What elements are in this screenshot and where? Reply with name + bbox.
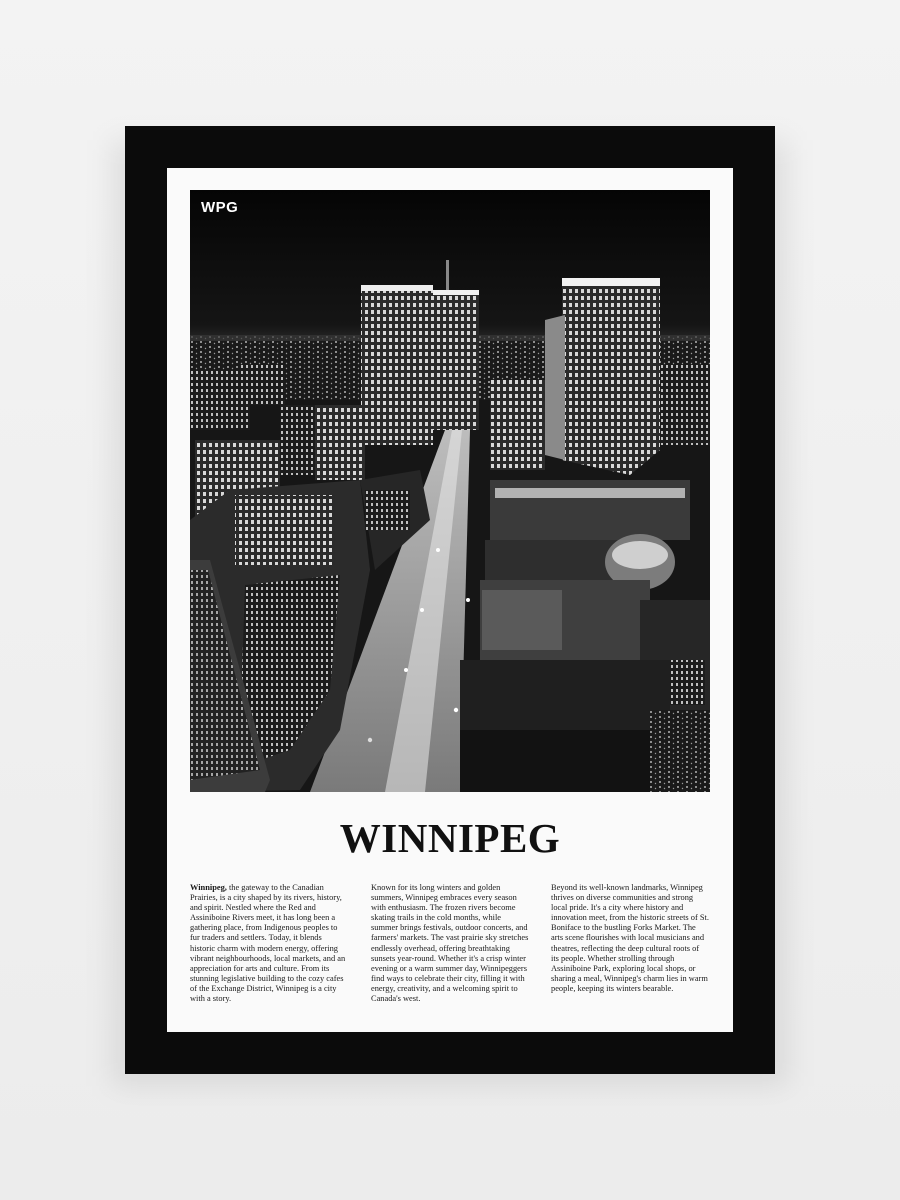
column-lead-word: Winnipeg, — [190, 883, 227, 892]
text-column-1 — [190, 883, 348, 1004]
column-1-text: the gateway to the Canadian Prairies, is a city shaped by its rivers, history, and spirit. Nestled where the Red and Assiniboine Rivers meet, it has long been a gathering place, from Indigenous peoples to fur traders and settlers. Today, it blends historic charm with modern energy, offering vibrant neighbourhoods, local markets, and an appreciation for arts and culture. From its stunning legislative building to the cozy cafes of the Exchange District, Winnipeg is a city with a story. — [190, 883, 346, 1004]
city-code-label: WPG — [201, 199, 239, 216]
text-column-2: Known for its long winters and golden summers, Winnipeg embraces every season with enthusiasm. The frozen rivers become skating trails in the cold months, while summer brings festivals, outdoor concerts, and farmers' markets. The vast prairie sky stretches endlessly overhead, offering breathtaking sunsets year-round. Whether it's a crisp winter evening or a warm summer day, Winnipeggers find ways to celebrate their city, filling it with energy, creativity, and a welcoming spirit to Canada's west. — [371, 883, 529, 1004]
poster-title: WINNIPEG — [339, 815, 561, 861]
text-column-3: Beyond its well-known landmarks, Winnipeg thrives on diverse communities and strong local pride. It's a city where history and innovation meet, from the historic streets of St. Boniface to the bustling Forks Market. The arts scene flourishes with local musicians and theatres, reflecting the deep cultural roots of its people. Whether strolling through Assiniboine Park, exploring local shops, or sharing a meal, Winnipeg's charm lies in warm people, keeping its winters bearable. — [551, 883, 709, 993]
city-night-photo — [190, 190, 710, 792]
